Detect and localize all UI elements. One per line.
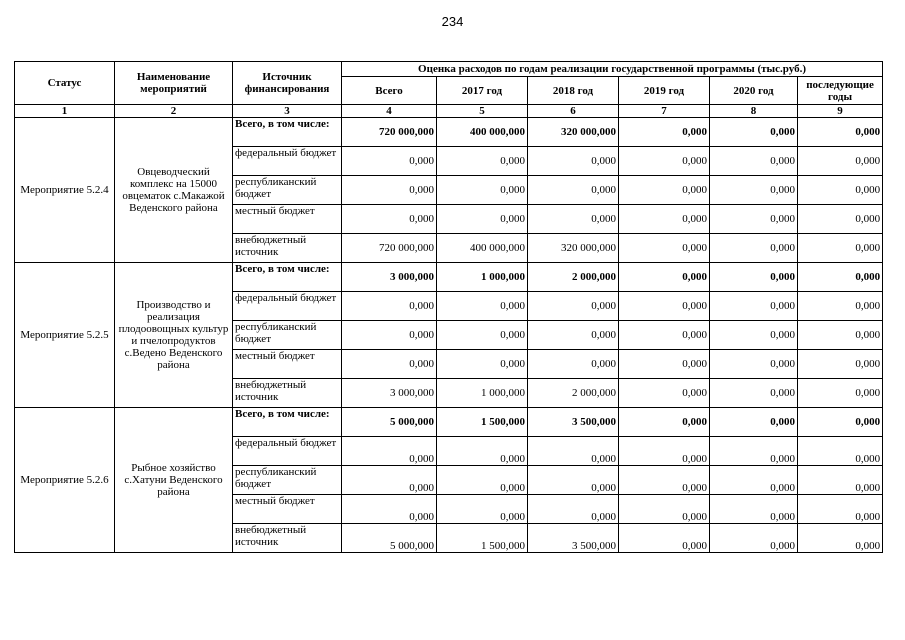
amount-cell: 0,000 bbox=[619, 466, 710, 495]
amount-cell: 0,000 bbox=[619, 379, 710, 408]
amount-cell: 1 000,000 bbox=[437, 379, 528, 408]
amount-cell: 0,000 bbox=[798, 408, 883, 437]
amount-cell: 0,000 bbox=[710, 408, 798, 437]
amount-cell: 320 000,000 bbox=[528, 234, 619, 263]
amount-cell: 0,000 bbox=[619, 408, 710, 437]
amount-cell: 0,000 bbox=[528, 292, 619, 321]
measure-status: Мероприятие 5.2.6 bbox=[15, 408, 115, 553]
amount-cell: 0,000 bbox=[528, 466, 619, 495]
amount-cell: 720 000,000 bbox=[342, 234, 437, 263]
column-number: 2 bbox=[115, 105, 233, 118]
amount-cell: 0,000 bbox=[619, 350, 710, 379]
amount-cell: 0,000 bbox=[619, 176, 710, 205]
amount-cell: 0,000 bbox=[798, 466, 883, 495]
amount-cell: 0,000 bbox=[710, 147, 798, 176]
column-number: 3 bbox=[233, 105, 342, 118]
page-number: 234 bbox=[441, 14, 464, 29]
amount-cell: 0,000 bbox=[342, 350, 437, 379]
amount-cell: 0,000 bbox=[528, 437, 619, 466]
amount-cell: 0,000 bbox=[710, 205, 798, 234]
header-total: Всего bbox=[342, 77, 437, 105]
amount-cell: 0,000 bbox=[619, 205, 710, 234]
funding-source: федеральный бюджет bbox=[233, 437, 342, 466]
amount-cell: 0,000 bbox=[342, 147, 437, 176]
amount-cell: 0,000 bbox=[437, 205, 528, 234]
header-year: 2018 год bbox=[528, 77, 619, 105]
funding-source: республиканский бюджет bbox=[233, 176, 342, 205]
amount-cell: 320 000,000 bbox=[528, 118, 619, 147]
amount-cell: 0,000 bbox=[710, 379, 798, 408]
amount-cell: 0,000 bbox=[798, 350, 883, 379]
amount-cell: 0,000 bbox=[619, 437, 710, 466]
funding-source: республиканский бюджет bbox=[233, 466, 342, 495]
column-number: 6 bbox=[528, 105, 619, 118]
table-header bbox=[15, 62, 883, 118]
header-year: 2020 год bbox=[710, 77, 798, 105]
funding-source: местный бюджет bbox=[233, 205, 342, 234]
amount-cell: 0,000 bbox=[528, 205, 619, 234]
column-number: 5 bbox=[437, 105, 528, 118]
measure-status: Мероприятие 5.2.4 bbox=[15, 118, 115, 263]
amount-cell: 0,000 bbox=[710, 292, 798, 321]
amount-cell: 0,000 bbox=[342, 321, 437, 350]
amount-cell: 0,000 bbox=[710, 263, 798, 292]
amount-cell: 0,000 bbox=[710, 118, 798, 147]
amount-cell: 0,000 bbox=[437, 437, 528, 466]
amount-cell: 0,000 bbox=[798, 205, 883, 234]
measure-name: Рыбное хозяйство с.Хатуни Веденского района bbox=[115, 408, 233, 553]
funding-source: внебюджетный источник bbox=[233, 234, 342, 263]
amount-cell: 0,000 bbox=[798, 176, 883, 205]
amount-cell: 0,000 bbox=[437, 176, 528, 205]
amount-cell: 0,000 bbox=[619, 147, 710, 176]
funding-source: Всего, в том числе: bbox=[233, 118, 342, 147]
header-name: Наименование мероприятий bbox=[115, 62, 233, 105]
measure-status: Мероприятие 5.2.5 bbox=[15, 263, 115, 408]
amount-cell: 0,000 bbox=[710, 234, 798, 263]
amount-cell: 0,000 bbox=[798, 495, 883, 524]
column-number: 4 bbox=[342, 105, 437, 118]
amount-cell: 0,000 bbox=[528, 176, 619, 205]
amount-cell: 0,000 bbox=[342, 205, 437, 234]
column-number: 1 bbox=[15, 105, 115, 118]
table-row bbox=[15, 118, 883, 147]
amount-cell: 400 000,000 bbox=[437, 118, 528, 147]
amount-cell: 0,000 bbox=[619, 234, 710, 263]
funding-source: федеральный бюджет bbox=[233, 292, 342, 321]
amount-cell: 0,000 bbox=[798, 147, 883, 176]
amount-cell: 0,000 bbox=[342, 495, 437, 524]
amount-cell: 0,000 bbox=[798, 292, 883, 321]
amount-cell: 720 000,000 bbox=[342, 118, 437, 147]
amount-cell: 400 000,000 bbox=[437, 234, 528, 263]
column-number: 7 bbox=[619, 105, 710, 118]
funding-source: местный бюджет bbox=[233, 495, 342, 524]
amount-cell: 2 000,000 bbox=[528, 263, 619, 292]
amount-cell: 0,000 bbox=[619, 118, 710, 147]
amount-cell: 3 000,000 bbox=[342, 263, 437, 292]
amount-cell: 0,000 bbox=[798, 379, 883, 408]
measure-name: Производство и реализация плодоовощных культур и пчелопродуктов с.Ведено Веденского района bbox=[115, 263, 233, 408]
amount-cell: 1 500,000 bbox=[437, 408, 528, 437]
funding-source: внебюджетный источник bbox=[233, 379, 342, 408]
table-row bbox=[15, 263, 883, 292]
amount-cell: 0,000 bbox=[710, 176, 798, 205]
amount-cell: 3 000,000 bbox=[342, 379, 437, 408]
budget-table bbox=[14, 61, 883, 553]
header-year: 2017 год bbox=[437, 77, 528, 105]
amount-cell: 1 000,000 bbox=[437, 263, 528, 292]
amount-cell: 0,000 bbox=[619, 524, 710, 553]
header-year: последующие годы bbox=[798, 77, 883, 105]
amount-cell: 3 500,000 bbox=[528, 524, 619, 553]
funding-source: местный бюджет bbox=[233, 350, 342, 379]
amount-cell: 0,000 bbox=[798, 437, 883, 466]
amount-cell: 0,000 bbox=[437, 147, 528, 176]
amount-cell: 0,000 bbox=[619, 292, 710, 321]
header-source: Источник финансирования bbox=[233, 62, 342, 105]
amount-cell: 0,000 bbox=[437, 466, 528, 495]
amount-cell: 0,000 bbox=[710, 350, 798, 379]
amount-cell: 0,000 bbox=[528, 350, 619, 379]
amount-cell: 0,000 bbox=[437, 292, 528, 321]
column-number: 9 bbox=[798, 105, 883, 118]
amount-cell: 0,000 bbox=[798, 118, 883, 147]
amount-cell: 1 500,000 bbox=[437, 524, 528, 553]
amount-cell: 3 500,000 bbox=[528, 408, 619, 437]
funding-source: Всего, в том числе: bbox=[233, 263, 342, 292]
header-status: Статус bbox=[15, 62, 115, 105]
amount-cell: 0,000 bbox=[342, 292, 437, 321]
amount-cell: 5 000,000 bbox=[342, 408, 437, 437]
measure-name: Овцеводческий комплекс на 15000 овцематок с.Макажой Веденского района bbox=[115, 118, 233, 263]
table-row bbox=[15, 408, 883, 437]
amount-cell: 0,000 bbox=[342, 176, 437, 205]
amount-cell: 0,000 bbox=[619, 321, 710, 350]
amount-cell: 2 000,000 bbox=[528, 379, 619, 408]
amount-cell: 0,000 bbox=[619, 263, 710, 292]
amount-cell: 0,000 bbox=[798, 321, 883, 350]
amount-cell: 0,000 bbox=[710, 437, 798, 466]
amount-cell: 0,000 bbox=[710, 495, 798, 524]
funding-source: федеральный бюджет bbox=[233, 147, 342, 176]
table-body bbox=[15, 118, 883, 553]
amount-cell: 0,000 bbox=[798, 263, 883, 292]
funding-source: внебюджетный источник bbox=[233, 524, 342, 553]
amount-cell: 0,000 bbox=[437, 321, 528, 350]
amount-cell: 0,000 bbox=[437, 350, 528, 379]
amount-cell: 0,000 bbox=[528, 495, 619, 524]
amount-cell: 0,000 bbox=[619, 495, 710, 524]
amount-cell: 0,000 bbox=[342, 437, 437, 466]
amount-cell: 0,000 bbox=[710, 321, 798, 350]
amount-cell: 0,000 bbox=[710, 466, 798, 495]
amount-cell: 0,000 bbox=[528, 321, 619, 350]
amount-cell: 0,000 bbox=[528, 147, 619, 176]
amount-cell: 0,000 bbox=[342, 466, 437, 495]
funding-source: Всего, в том числе: bbox=[233, 408, 342, 437]
header-expenses-group: Оценка расходов по годам реализации государственной программы (тыс.руб.) bbox=[342, 62, 883, 77]
amount-cell: 0,000 bbox=[710, 524, 798, 553]
header-year: 2019 год bbox=[619, 77, 710, 105]
amount-cell: 0,000 bbox=[798, 524, 883, 553]
amount-cell: 0,000 bbox=[798, 234, 883, 263]
column-number: 8 bbox=[710, 105, 798, 118]
funding-source: республиканский бюджет bbox=[233, 321, 342, 350]
amount-cell: 0,000 bbox=[437, 495, 528, 524]
amount-cell: 5 000,000 bbox=[342, 524, 437, 553]
